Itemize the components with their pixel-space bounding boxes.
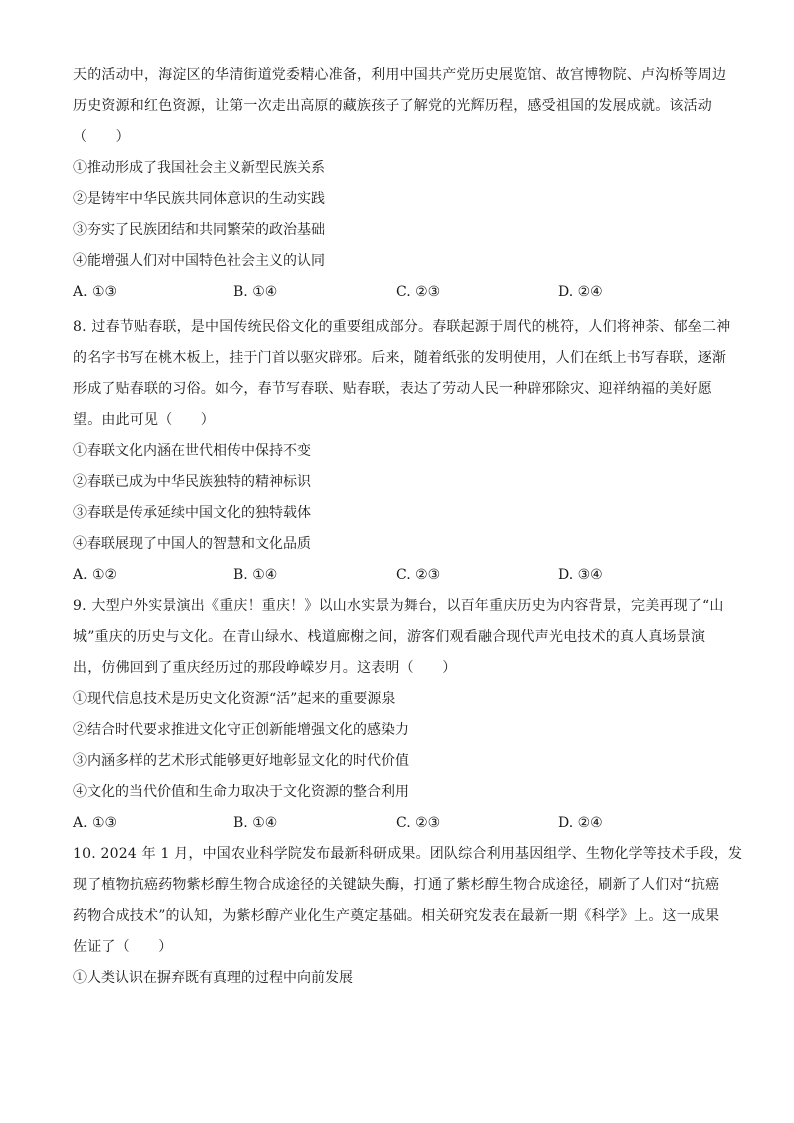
answer-choices: [73, 277, 723, 308]
statement-option: ④春联展现了中国人的智慧和文化品质: [73, 536, 311, 552]
question-7: [73, 60, 727, 308]
question-stem-line: 现了植物抗癌药物紫杉醇生物合成途径的关键缺失酶，打通了紫杉醇生物合成途径，刷新了人们对“抗癌: [73, 877, 720, 893]
choice-d: D. ②④: [558, 815, 603, 831]
question-stem-line: 望。由此可见（ ）: [73, 412, 215, 428]
statement-option: ①推动形成了我国社会主义新型民族关系: [73, 160, 325, 176]
question-stem-line: 出，仿佛回到了重庆经历过的那段峥嵘岁月。这表明（ ）: [73, 660, 457, 676]
answer-choices: [73, 808, 723, 839]
choice-c: C. ②③: [396, 815, 441, 831]
statement-option: ③春联是传承延续中国文化的独特载体: [73, 505, 311, 521]
choice-d: D. ③④: [558, 567, 603, 583]
question-stem-line: 9. 大型户外实景演出《重庆！重庆！》以山水实景为舞台，以百年重庆历史为内容背景，完美再现了“山: [73, 598, 724, 614]
question-stem-line: 天的活动中，海淀区的华清街道党委精心准备，利用中国共产党历史展览馆、故宫博物院、卢沟桥等周边: [73, 67, 727, 83]
statement-option: ③夯实了民族团结和共同繁荣的政治基础: [73, 222, 325, 238]
statement-option: ③内涵多样的艺术形式能够更好地彰显文化的时代价值: [73, 753, 409, 769]
question-stem-line: 的名字书写在桃木板上，挂于门首以驱灾辟邪。后来，随着纸张的发明使用，人们在纸上书写春联，逐渐: [73, 350, 727, 366]
question-stem-line: 10. 2024 年 1 月，中国农业科学院发布最新科研成果。团队综合利用基因组学、生物化学等技术手段，发: [73, 846, 743, 862]
statement-option: ②春联已成为中华民族独特的精神标识: [73, 474, 311, 490]
question-stem-line: 历史资源和红色资源，让第一次走出高原的藏族孩子了解党的光辉历程，感受祖国的发展成就。该活动: [73, 98, 712, 114]
question-9: [73, 591, 723, 839]
choice-b: B. ①④: [233, 567, 278, 583]
question-10: [73, 839, 743, 994]
answer-choices: [73, 560, 723, 591]
question-8: [73, 312, 731, 591]
question-stem-line: 形成了贴春联的习俗。如今，春节写春联、贴春联，表达了劳动人民一种辟邪除灾、迎祥纳福的美好愿: [73, 381, 712, 397]
statement-option: ①人类认识在摒弃既有真理的过程中向前发展: [73, 970, 353, 986]
choice-a: A. ①②: [73, 567, 118, 583]
statement-option: ②结合时代要求推进文化守正创新能增强文化的感染力: [73, 722, 409, 738]
question-stem-line: 城”重庆的历史与文化。在青山绿水、栈道廊榭之间，游客们观看融合现代声光电技术的真人真场景演: [73, 629, 706, 645]
question-stem-line: 8. 过春节贴春联，是中国传统民俗文化的重要组成部分。春联起源于周代的桃符，人们将神荼、郁垒二神: [73, 319, 731, 335]
statement-option: ①春联文化内涵在世代相传中保持不变: [73, 443, 311, 459]
choice-c: C. ②③: [396, 284, 441, 300]
statement-option: ④文化的当代价值和生命力取决于文化资源的整合利用: [73, 784, 409, 800]
question-stem-line: 佐证了（ ）: [73, 939, 173, 955]
choice-a: A. ①③: [73, 815, 118, 831]
choice-c: C. ②③: [396, 567, 441, 583]
question-stem-line: （ ）: [73, 129, 130, 145]
choice-b: B. ①④: [233, 815, 278, 831]
exam-page: [73, 60, 743, 994]
statement-option: ①现代信息技术是历史文化资源“活”起来的重要源泉: [73, 691, 396, 707]
statement-option: ④能增强人们对中国特色社会主义的认同: [73, 253, 325, 269]
choice-a: A. ①③: [73, 284, 118, 300]
choice-b: B. ①④: [233, 284, 278, 300]
statement-option: ②是铸牢中华民族共同体意识的生动实践: [73, 191, 325, 207]
question-stem-line: 药物合成技术”的认知，为紫杉醇产业化生产奠定基础。相关研究发表在最新一期《科学》上。这一成果: [73, 908, 720, 924]
choice-d: D. ②④: [558, 284, 603, 300]
